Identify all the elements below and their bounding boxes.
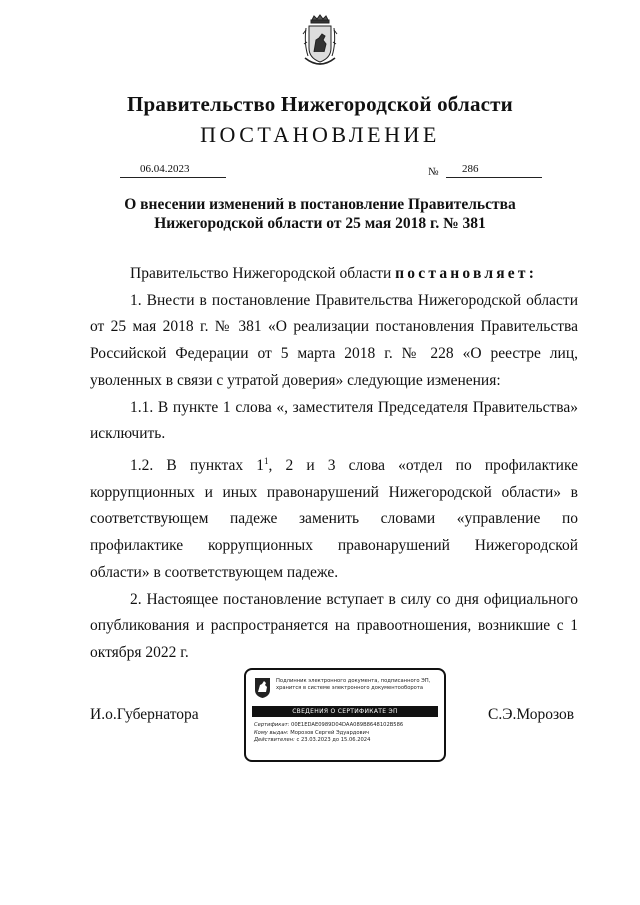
stamp-header-line-2: хранится в системе электронного документооборота <box>276 685 424 691</box>
document-date: 06.04.2023 <box>140 163 190 175</box>
stamp-owner-label: Кому выдан: <box>254 729 289 736</box>
stamp-valid-label: Действителен: <box>254 737 295 743</box>
stamp-certificate-info <box>254 722 440 745</box>
intro-resolves: постановляет: <box>395 265 538 282</box>
paragraph-1-2 <box>90 448 578 587</box>
stamp-valid-row <box>254 737 440 745</box>
stamp-header-line-1: Подлинник электронного документа, подписанного ЭП, <box>276 678 431 684</box>
stamp-cert-value: 00E1EDAE0989D04DAA089B8648102B586 <box>291 722 404 728</box>
document-body <box>90 261 578 667</box>
superscript-1: 1 <box>263 455 269 466</box>
coat-of-arms-icon <box>300 14 340 74</box>
signatory-position: И.о.Губернатора <box>90 706 199 723</box>
document-subject <box>100 195 540 233</box>
subject-line-2: Нижегородской области от 25 мая 2018 г. № 381 <box>154 215 486 232</box>
stamp-owner-value: Морозов Сергей Эдуардович <box>290 729 370 736</box>
signatory-name: С.Э.Морозов <box>488 706 575 723</box>
paragraph-1: 1. Внести в постановление Правительства Нижегородской области от 25 мая 2018 г. № 381 «О реализации постановления Правительства Российской Федерации от 5 марта 2018 г. № 228 «О реестре лиц, уволенных в связи с утратой доверия» следующие изменения: <box>90 291 578 389</box>
stamp-valid-value: с 23.03.2023 до 15.06.2024 <box>296 737 371 743</box>
stamp-cert-label: Сертификат: <box>254 722 290 728</box>
number-underline <box>446 163 542 178</box>
intro-text: Правительство Нижегородской области <box>130 265 392 282</box>
electronic-signature-stamp <box>244 668 446 762</box>
stamp-emblem-icon <box>254 677 271 699</box>
document-type: ПОСТАНОВЛЕНИЕ <box>200 122 440 147</box>
government-title: Правительство Нижегородской области <box>127 92 513 116</box>
subject-line-1: О внесении изменений в постановление Правительства <box>124 196 516 213</box>
stamp-owner-row <box>254 730 440 738</box>
paragraph-1-2-start: 1.2. В пунктах 1 <box>130 457 264 475</box>
document-number: 286 <box>462 163 479 175</box>
paragraph-1-1: 1.1. В пункте 1 слова «, заместителя Председателя Правительства» исключить. <box>90 398 578 443</box>
number-sign: № <box>428 166 439 178</box>
stamp-cert-row <box>254 722 440 730</box>
stamp-header <box>276 678 440 692</box>
stamp-certificate-bar: СВЕДЕНИЯ О СЕРТИФИКАТЕ ЭП <box>252 706 438 717</box>
paragraph-1-2-rest: , 2 и 3 слова «отдел по профилактике коррупционных и иных правонарушений Нижегородской области» в соответствующем падеже заменить словами «управление по профилактике коррупционных правонарушений Нижегородской области» в соответствующем падеже. <box>90 457 578 581</box>
intro-paragraph <box>90 261 578 288</box>
paragraph-2: 2. Настоящее постановление вступает в силу со дня официального опубликования и распространяется на правоотношения, возникшие с 1 октября 2022 г. <box>90 590 578 661</box>
